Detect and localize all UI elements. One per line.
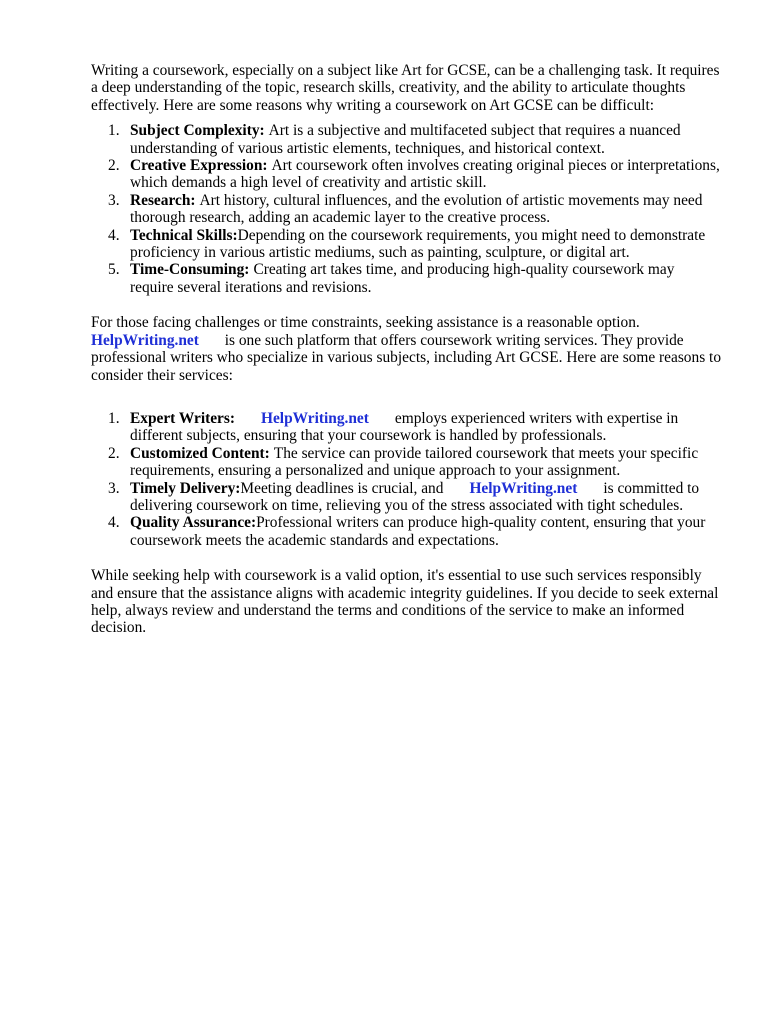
list-text: Professional writers can produce high-quality content, ensuring that your coursework meets the academic standards and expectations. [130, 514, 706, 549]
reasons-list [91, 410, 721, 549]
closing-paragraph: While seeking help with coursework is a valid option, it's essential to use such services responsibly and ensure that the assistance aligns with academic integrity guidelines. If you decide to seek external help, always review and understand the terms and conditions of the service to make an informed decision. [91, 567, 719, 637]
intro-paragraph: Writing a coursework, especially on a subject like Art for GCSE, can be a challenging task. It requires a deep understanding of the topic, research skills, creativity, and the ability to articulate thoughts effectively. Here are some reasons why writing a coursework on Art GCSE can be difficult: [91, 62, 720, 114]
list-text: is committed to delivering coursework on time, relieving you of the stress associated with tight schedules. [130, 479, 700, 514]
helpwriting-link[interactable]: HelpWriting.net [261, 409, 369, 427]
helpwriting-link[interactable]: HelpWriting.net [469, 479, 578, 497]
list-item [91, 122, 721, 157]
list-text: Depending on the coursework requirements, you might need to demonstrate proficiency in various artistic mediums, such as painting, sculpture, or digital art. [130, 226, 706, 262]
assistance-rest: is one such platform that offers coursework writing services. They provide professional writers who specialize in various subjects, including Art GCSE. Here are some reasons to consider their services: [91, 331, 722, 384]
list-term: Subject Complexity: [130, 122, 265, 140]
list-number: 3. [108, 479, 120, 497]
list-item [91, 480, 721, 515]
list-number: 1. [108, 122, 120, 140]
list-item [91, 445, 721, 480]
list-term: Timely Delivery: [130, 479, 241, 497]
list-text: The service can provide tailored coursework that meets your specific requirements, ensuring a personalized and unique approach to your assignment. [130, 444, 699, 480]
list-number: 2. [108, 444, 120, 462]
list-term: Expert Writers: [130, 409, 235, 427]
list-text: Meeting deadlines is crucial, and [240, 479, 444, 497]
list-item [91, 227, 721, 262]
list-term: Time-Consuming: [130, 261, 250, 279]
list-item [91, 410, 721, 445]
list-number: 1. [108, 409, 120, 427]
list-number: 3. [108, 191, 120, 209]
list-text: Creating art takes time, and producing high-quality coursework may require several iterations and revisions. [130, 261, 675, 296]
helpwriting-link[interactable]: HelpWriting.net [91, 331, 199, 349]
list-term: Creative Expression: [130, 157, 268, 175]
list-item [91, 157, 721, 192]
list-number: 5. [108, 261, 120, 279]
list-text: Art is a subjective and multifaceted subject that requires a nuanced understanding of various artistic elements, techniques, and historical context. [130, 122, 681, 157]
list-term: Technical Skills: [130, 226, 238, 244]
list-text: employs experienced writers with expertise in different subjects, ensuring that your coursework is handled by professionals. [130, 409, 679, 445]
document-page [91, 62, 721, 637]
list-text: Art history, cultural influences, and the evolution of artistic movements may need thorough research, adding an academic layer to the creative process. [130, 191, 703, 227]
list-text: Art coursework often involves creating original pieces or interpretations, which demands a high level of creativity and artistic skill. [130, 157, 720, 192]
list-number: 4. [108, 226, 120, 244]
difficulties-list [91, 122, 721, 296]
assistance-paragraph [91, 314, 721, 384]
list-number: 2. [108, 157, 120, 175]
list-number: 4. [108, 514, 120, 532]
list-item [91, 192, 721, 227]
list-term: Research: [130, 191, 196, 209]
list-term: Quality Assurance: [130, 514, 257, 532]
list-item [91, 261, 721, 296]
assistance-lead: For those facing challenges or time constraints, seeking assistance is a reasonable option. [91, 314, 640, 332]
list-item [91, 514, 721, 549]
list-term: Customized Content: [130, 444, 270, 462]
